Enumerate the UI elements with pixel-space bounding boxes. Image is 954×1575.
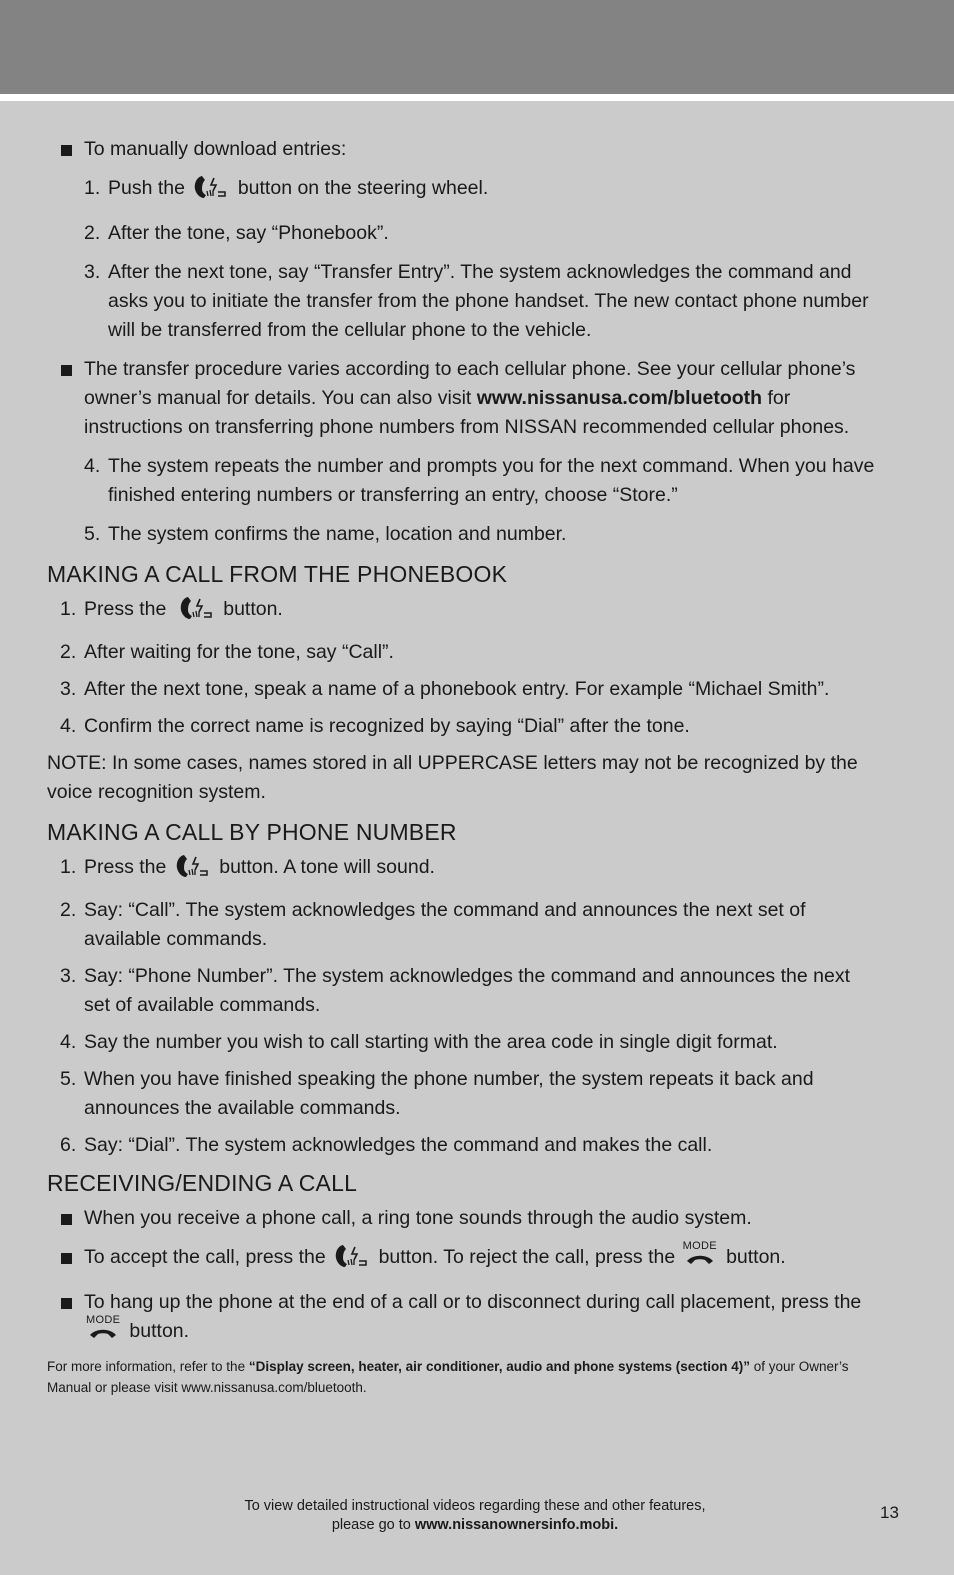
step-3-transfer: 3. After the next tone, say “Transfer Entry”. The system acknowledges the command and asks you to initiate the transfer from the phone handset. The new contact phone number will be transferred from the cellular phone to the vehicle. <box>84 261 869 341</box>
bullet-transfer-procedure: The transfer procedure varies according to each cellular phone. See your cellular phone’s owner’s manual for details. You can also visit www.nissanusa.com/bluetooth for instructions on transferring phone numbers from NISSAN recommended cellular phones. <box>47 355 877 442</box>
page-content <box>47 135 877 1398</box>
bullet-manual-download: To manually download entries: <box>47 135 877 164</box>
step-1-push: 1. Push the button on the steering wheel. <box>47 174 877 209</box>
bullet-square-icon <box>61 1253 72 1264</box>
bullet-square-icon <box>61 145 72 156</box>
bullet-ring-tone: When you receive a phone call, a ring tone sounds through the audio system. <box>47 1204 877 1233</box>
footnote-more-info: For more information, refer to the “Display screen, heater, air conditioner, audio and phone systems (section 4)” of your Owner’s Manual or please visit www.nissanusa.com/bluetooth. <box>47 1359 849 1395</box>
nissanownersinfo-link[interactable]: www.nissanownersinfo.mobi. <box>414 1517 619 1533</box>
bullet-accept-reject: To accept the call, press the button. To reject the call, press the MODE button. <box>47 1243 877 1278</box>
phone-talk-button-icon <box>174 853 212 888</box>
phonebook-step-2: 2. After waiting for the tone, say “Call”. <box>60 641 394 663</box>
number-step-3: 3. Say: “Phone Number”. The system acknowledges the command and announces the next set of available commands. <box>60 965 850 1016</box>
heading-receiving-ending: RECEIVING/ENDING A CALL <box>47 1170 358 1196</box>
number-step-6: 6. Say: “Dial”. The system acknowledges the command and makes the call. <box>60 1134 713 1156</box>
bluetooth-link[interactable]: www.nissanusa.com/bluetooth <box>476 387 763 409</box>
phone-talk-button-icon <box>178 595 216 630</box>
heading-phonebook-call: MAKING A CALL FROM THE PHONEBOOK <box>47 561 508 587</box>
heading-phone-number-call: MAKING A CALL BY PHONE NUMBER <box>47 819 457 845</box>
phonebook-step-4: 4. Confirm the correct name is recognized by saying “Dial” after the tone. <box>60 715 690 737</box>
phonebook-step-1: 1. Press the button. <box>47 595 877 630</box>
number-step-2: 2. Say: “Call”. The system acknowledges the command and announces the next set of available commands. <box>60 899 806 950</box>
phone-talk-button-icon <box>192 174 230 209</box>
bullet-hang-up: To hang up the phone at the end of a call or to disconnect during call placement, press the MODE button. <box>47 1288 877 1346</box>
step-2-phonebook: 2. After the tone, say “Phonebook”. <box>84 222 389 244</box>
page-number: 13 <box>880 1503 899 1522</box>
number-step-4: 4. Say the number you wish to call starting with the area code in single digit format. <box>60 1031 778 1053</box>
header-band <box>0 0 954 94</box>
bullet-square-icon <box>61 365 72 376</box>
header-divider <box>0 94 954 101</box>
mode-hangup-button-icon: MODE <box>683 1244 719 1266</box>
number-step-1: 1. Press the button. A tone will sound. <box>47 853 877 888</box>
mode-hangup-button-icon: MODE <box>86 1318 122 1340</box>
phone-talk-button-icon <box>333 1243 371 1278</box>
step-5-confirms: 5. The system confirms the name, location and number. <box>84 523 567 545</box>
bullet-square-icon <box>61 1214 72 1225</box>
uppercase-note: NOTE: In some cases, names stored in all UPPERCASE letters may not be recognized by the voice recognition system. <box>47 752 858 803</box>
bullet-square-icon <box>61 1298 72 1309</box>
step-4-repeats: 4. The system repeats the number and prompts you for the next command. When you have finished entering numbers or transferring an entry, choose “Store.” <box>84 455 875 506</box>
number-step-5: 5. When you have finished speaking the phone number, the system repeats it back and announces the available commands. <box>60 1068 814 1119</box>
phonebook-step-3: 3. After the next tone, speak a name of a phonebook entry. For example “Michael Smith”. <box>60 678 830 700</box>
